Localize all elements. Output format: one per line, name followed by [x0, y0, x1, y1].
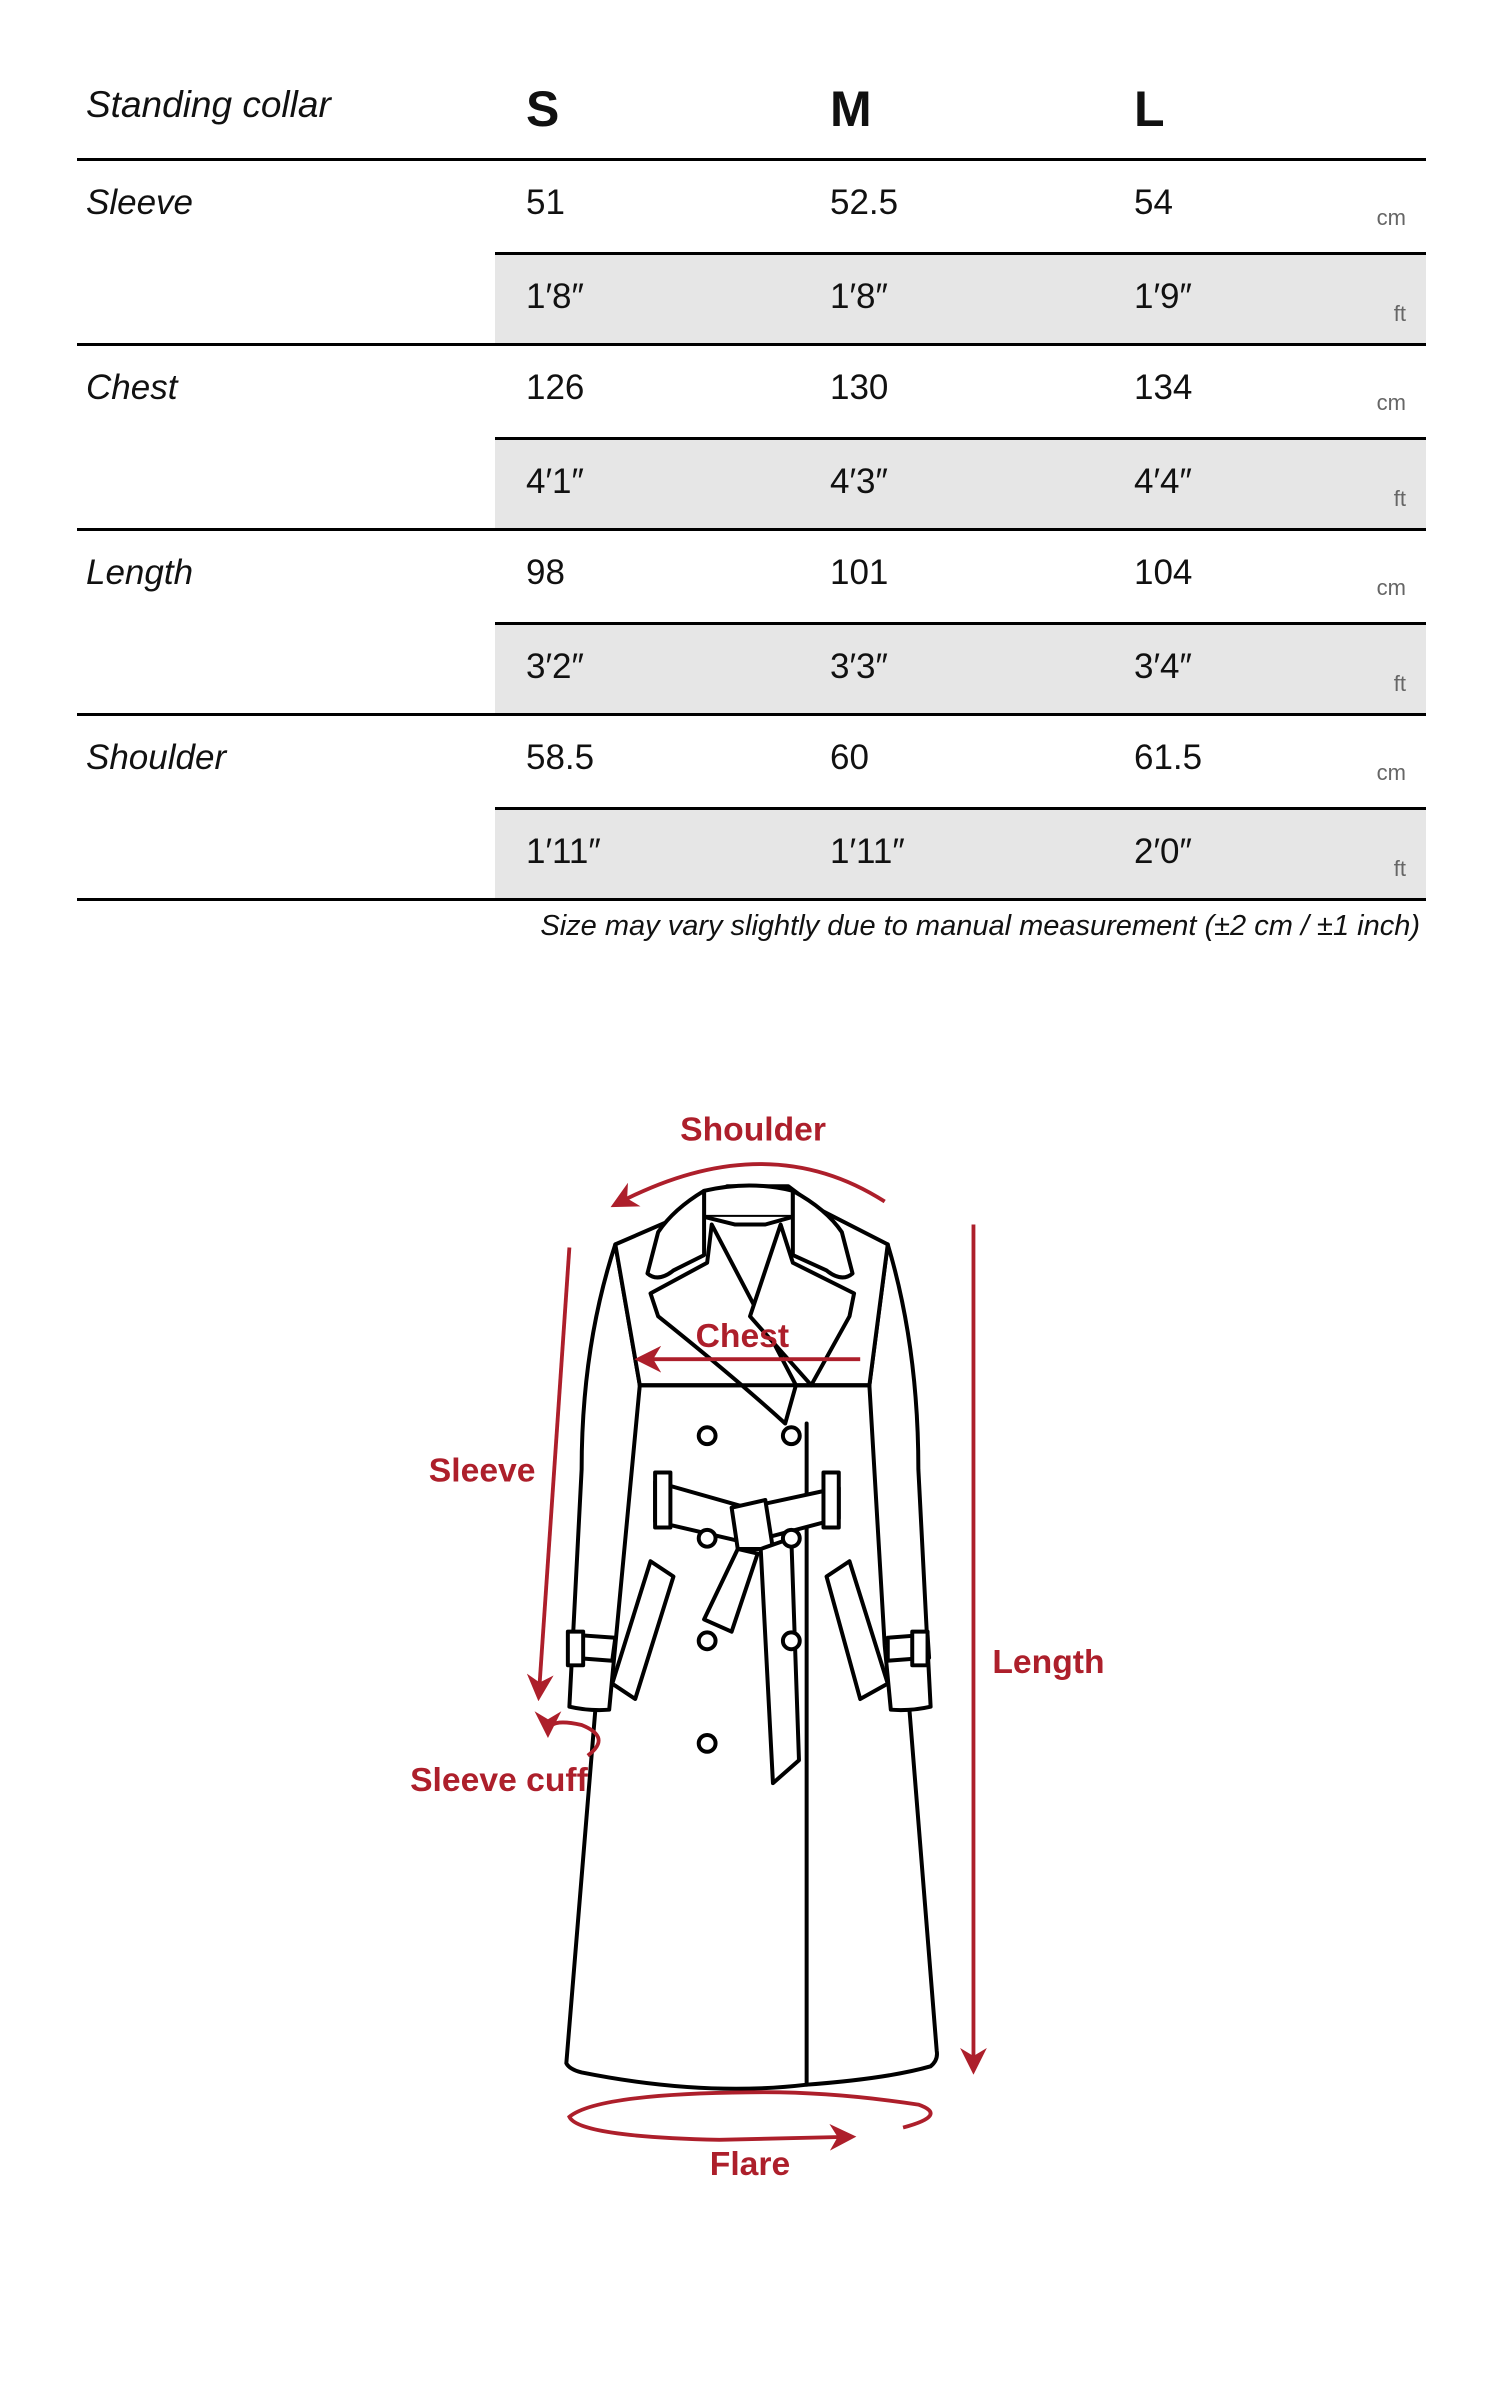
unit-ft: ft: [1393, 856, 1406, 881]
flare-arrow-icon: [569, 2092, 930, 2140]
sleeve-arrow-icon: [539, 1247, 570, 1695]
label-flare: Flare: [709, 2146, 791, 2183]
value-m-ft: 1′11″: [830, 832, 905, 871]
measurement-disclaimer: Size may vary slightly due to manual measurement (±2 cm / ±1 inch): [540, 910, 1420, 942]
size-header-m: M: [830, 81, 872, 137]
value-s-ft: 1′11″: [526, 832, 601, 871]
measurement-label: Sleeve: [86, 183, 194, 222]
unit-ft: ft: [1393, 486, 1406, 511]
unit-cm: cm: [1376, 760, 1406, 785]
measurement-label: Chest: [86, 368, 178, 407]
value-l-cm: 54: [1134, 183, 1173, 222]
value-s-cm: 98: [526, 553, 565, 592]
value-s-ft: 4′1″: [526, 462, 584, 501]
value-m-ft: 3′3″: [830, 647, 888, 686]
unit-ft: ft: [1393, 301, 1406, 326]
value-l-ft: 4′4″: [1134, 462, 1192, 501]
value-l-cm: 134: [1134, 368, 1193, 407]
value-s-cm: 126: [526, 368, 585, 407]
collar-type-label: Standing collar: [86, 84, 331, 125]
size-header-s: S: [526, 81, 560, 137]
value-m-cm: 60: [830, 738, 869, 777]
label-shoulder: Shoulder: [680, 1111, 826, 1149]
value-l-ft: 2′0″: [1134, 832, 1192, 871]
unit-ft: ft: [1393, 671, 1406, 696]
value-s-ft: 3′2″: [526, 647, 584, 686]
value-l-cm: 104: [1134, 553, 1193, 592]
value-s-cm: 58.5: [526, 738, 595, 777]
value-m-cm: 130: [830, 368, 889, 407]
value-l-ft: 1′9″: [1134, 277, 1192, 316]
value-s-cm: 51: [526, 183, 565, 222]
measurement-label: Length: [86, 553, 194, 592]
value-m-cm: 52.5: [830, 183, 899, 222]
label-sleeve: Sleeve: [428, 1452, 536, 1490]
unit-cm: cm: [1376, 575, 1406, 600]
value-l-cm: 61.5: [1134, 738, 1203, 777]
unit-cm: cm: [1376, 390, 1406, 415]
value-m-ft: 1′8″: [830, 277, 888, 316]
value-m-ft: 4′3″: [830, 462, 888, 501]
value-s-ft: 1′8″: [526, 277, 584, 316]
measurement-label: Shoulder: [86, 738, 227, 777]
size-header-l: L: [1134, 81, 1165, 137]
value-l-ft: 3′4″: [1134, 647, 1192, 686]
label-chest: Chest: [695, 1317, 790, 1355]
value-m-cm: 101: [830, 553, 889, 592]
label-length: Length: [992, 1643, 1105, 1681]
label-sleeve-cuff: Sleeve cuff: [410, 1761, 588, 1799]
unit-cm: cm: [1376, 205, 1406, 230]
